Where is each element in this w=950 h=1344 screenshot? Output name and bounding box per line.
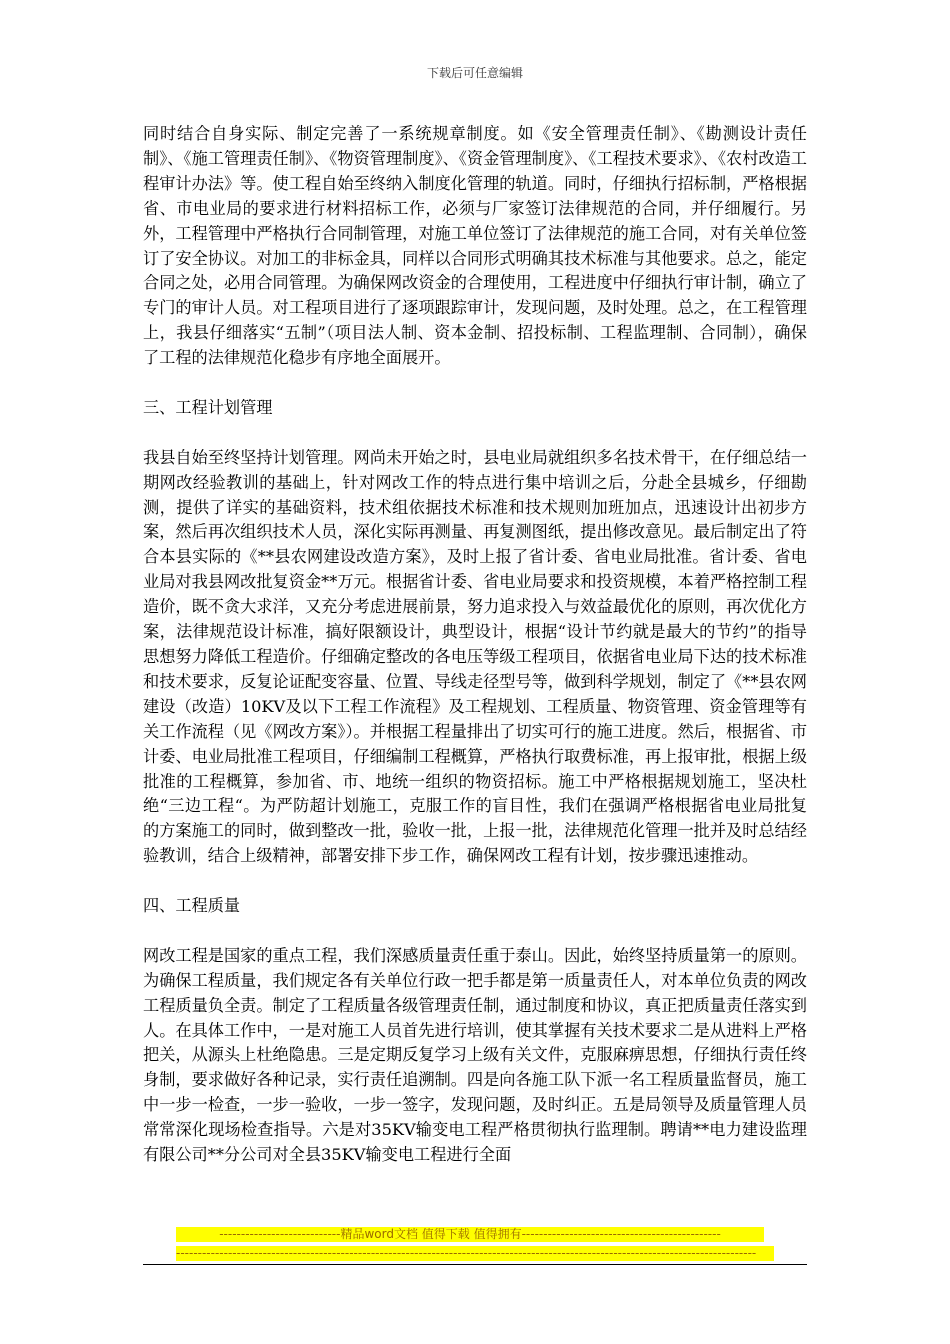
paragraph-quality: 网改工程是国家的重点工程，我们深感质量责任重于泰山。因此，始终坚持质量第一的原则。为确保工程质量，我们规定各有关单位行政一把手都是第一质量责任人，对本单位负责的网改工程质量负全责。制定了工程质量各级管理责任制，通过制度和协议，真正把质量责任落实到人。在具体工作中，一是对施工人员首先进行培训，使其掌握有关技术要求二是从进料上严格把关，从源头上杜绝隐患。三是定期反复学习上级有关文件，克服麻痹思想，仔细执行责任终身制，要求做好各种记录，实行责任追溯制。四是向各施工队下派一名工程质量监督员，施工中一步一检查，一步一验收，一步一签字，发现问题，及时纠正。五是局领导及质量管理人员常常深化现场检查指导。六是对35KV输变电工程严格贯彻执行监理制。聘请**电力建设监理有限公司**分公司对全县35KV输变电工程进行全面 <box>143 945 807 1165</box>
paragraph-plan-management: 我县自始至终坚持计划管理。网尚未开始之时，县电业局就组织多名技术骨干，在仔细总结一期网改经验教训的基础上，针对网改工作的特点进行集中培训之后，分赴全县城乡，仔细勘测，提供了详实的基础资料，技术组依据技术标准和技术规则加班加点，迅速设计出初步方案，然后再次组织技术人员，深化实际再测量、再复测图纸，提出修改意见。最后制定出了符合本县实际的《**县农网建设改造方案》，及时上报了省计委、省电业局批准。省计委、省电业局对我县网改批复资金**万元。根据省计委、省电业局要求和投资规模，本着严格控制工程造价，既不贪大求洋，又充分考虑进展前景，努力追求投入与效益最优化的原则，再次优化方案，法律规范设计标准，搞好限额设计，典型设计，根据“设计节约就是最大的节约”的指导思想努力降低工程造价。仔细确定整改的各电压等级工程项目，依据省电业局下达的技术标准和技术要求，反复论证配变容量、位置、导线走径型号等，做到科学规划，制定了《**县农网建设（改造）10KV及以下工程工作流程》及工程规划、工程质量、物资管理、资金管理等有关工作流程（见《网改方案》）。并根据工程量排出了切实可行的施工进度。然后，根据省、市计委、电业局批准工程项目，仔细编制工程概算，严格执行取费标准，再上报审批，根据上级批准的工程概算，参加省、市、地统一组织的物资招标。施工中严格根据规划施工，坚决杜绝“三边工程“。为严防超计划施工，克服工作的盲目性，我们在强调严格根据省电业局批复的方案施工的同时，做到整改一批，验收一批，上报一批，法律规范化管理一批并及时总结经验教训，结合上级精神，部署安排下步工作，确保网改工程有计划，按步骤迅速推动。 <box>143 447 807 866</box>
page-header: 下载后可任意编辑 <box>426 66 523 80</box>
document-body <box>143 122 807 1168</box>
section-heading-plan-management: 三、工程计划管理 <box>143 397 273 417</box>
section-heading-quality: 四、工程质量 <box>143 896 241 916</box>
paragraph-regulations: 同时结合自身实际、制定完善了一系统规章制度。如《安全管理责任制》、《勘测设计责任制》、《施工管理责任制》、《物资管理制度》、《资金管理制度》、《工程技术要求》、《农村改造工程审计办法》等。使工程自始至终纳入制度化管理的轨道。同时，仔细执行招标制，严格根据省、市电业局的要求进行材料招标工作，必须与厂家签订法律规范的合同，并仔细履行。另外，工程管理中严格执行合同制管理，对施工单位签订了法律规范的施工合同，对有关单位签订了安全协议。对加工的非标金具，同样以合同形式明确其技术标准与其他要求。总之，能定合同之处，必用合同管理。为确保网改资金的合理使用，工程进度中仔细执行审计制，确立了专门的审计人员。对工程项目进行了逐项跟踪审计，发现问题，及时处理。总之，在工程管理上，我县仔细落实“五制”（项目法人制、资本金制、招投标制、工程监理制、合同制），确保了工程的法律规范化稳步有序地全面展开。 <box>143 124 807 368</box>
footer-banner: ----------------------------精品word文档 值得下载 值得拥有---------------------------------------------- <box>176 1227 764 1242</box>
footer-dash-line: -------------------------------------------------------------------------------------------------------------------------------------- <box>176 1246 774 1261</box>
footer-divider <box>143 1264 807 1265</box>
